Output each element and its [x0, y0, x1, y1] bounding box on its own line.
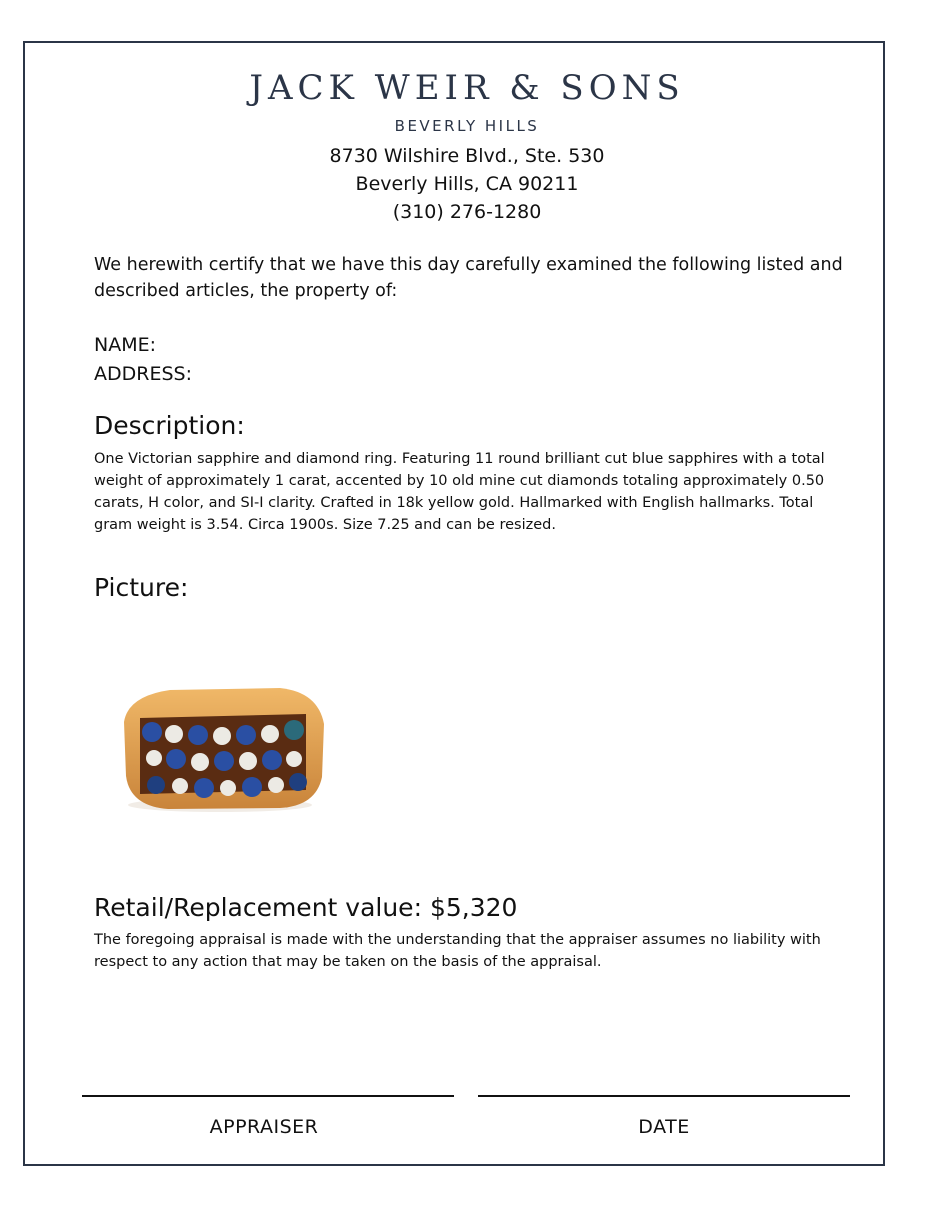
- date-signature-line: [478, 1095, 850, 1097]
- retail-value-label: Retail/Replacement value:: [94, 893, 422, 922]
- appraiser-signature-line: [82, 1095, 454, 1097]
- appraiser-label: APPRAISER: [209, 1116, 319, 1138]
- description-text: One Victorian sapphire and diamond ring. Featuring 11 round brilliant cut blue sapphires with a total weight of approximately 1 carat, accented by 10 old mine cut diamonds totaling approximately 0.50 carats, H color, and SI-I clarity. Crafted in 18k yellow gold. Hallmarked with English hallmarks. Total gram weight is 3.54. Circa 1900s. Size 7.25 and can be resized.: [94, 451, 825, 533]
- address-label: ADDRESS:: [94, 363, 192, 385]
- picture-heading: Picture:: [94, 573, 189, 602]
- brand-name: JACK WEIR & SONS: [249, 68, 685, 108]
- description-heading: Description:: [94, 411, 245, 440]
- brand-location: BEVERLY HILLS: [394, 117, 540, 135]
- address-line-2: Beverly Hills, CA 90211: [355, 173, 579, 195]
- date-label: DATE: [638, 1116, 690, 1138]
- retail-value-amount: $5,320: [429, 893, 518, 922]
- address-line-1: 8730 Wilshire Blvd., Ste. 530: [329, 145, 605, 167]
- retail-value: [94, 893, 517, 922]
- phone-number: (310) 276-1280: [392, 201, 542, 223]
- appraisal-disclaimer: The foregoing appraisal is made with the understanding that the appraiser assumes no liability with respect to any action that may be taken on the basis of the appraisal.: [94, 932, 821, 970]
- name-label: NAME:: [94, 334, 157, 356]
- ring-photo: [110, 672, 330, 822]
- certification-text: We herewith certify that we have this day carefully examined the following listed and described articles, the property of:: [94, 255, 843, 301]
